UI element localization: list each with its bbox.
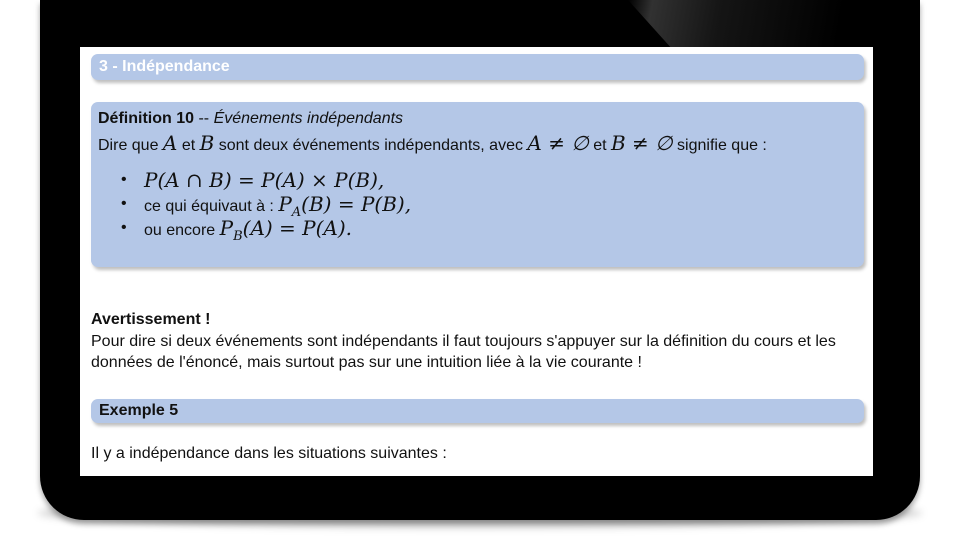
list-item bbox=[121, 168, 411, 192]
math-cond-b: B ≠ ∅ bbox=[611, 131, 673, 155]
intro-text-1: Dire que bbox=[98, 137, 163, 154]
intro-text-3: sont deux événements indépendants, avec bbox=[214, 137, 528, 154]
section-title: 3 - Indépendance bbox=[99, 58, 230, 75]
example-text: Il y a indépendance dans les situations suivantes : bbox=[91, 445, 447, 462]
example-header bbox=[91, 399, 864, 423]
definition-title: Événements indépendants bbox=[213, 110, 404, 127]
definition-label: Définition 10 bbox=[98, 110, 195, 127]
intro-text-4: et bbox=[588, 137, 611, 154]
example-title: Exemple 5 bbox=[99, 402, 179, 419]
screen[interactable] bbox=[80, 47, 873, 476]
definition-intro bbox=[98, 131, 767, 155]
item-formula: P(A ∩ B) = P(A) × P(B), bbox=[144, 168, 385, 192]
item-prefix: ou encore bbox=[144, 222, 220, 239]
list-item bbox=[121, 216, 411, 244]
intro-text-2: et bbox=[177, 137, 200, 154]
math-a: A bbox=[162, 131, 178, 155]
intro-text-5: signifie que : bbox=[672, 137, 767, 154]
math-cond-a: A ≠ ∅ bbox=[527, 131, 589, 155]
warning-title: Avertissement ! bbox=[91, 311, 211, 328]
item-formula: $P_B(A) = P(A)$. bbox=[219, 216, 353, 244]
list-item bbox=[121, 192, 412, 220]
item-prefix: ce qui équivaut à : bbox=[144, 198, 279, 215]
section-header bbox=[91, 54, 864, 80]
math-b: B bbox=[199, 131, 215, 155]
definition-heading bbox=[98, 110, 403, 128]
item-formula: $P_A(B) = P(B)$, bbox=[278, 192, 412, 220]
tablet-frame bbox=[40, 0, 920, 520]
warning-text: Pour dire si deux événements sont indépendants il faut toujours s'appuyer sur la définition du cours et les données de l'énoncé, mais surtout pas sur une intuition liée à la vie courante ! bbox=[91, 333, 836, 371]
definition-separator: -- bbox=[194, 110, 214, 127]
definition-list bbox=[121, 168, 412, 244]
definition-box bbox=[91, 102, 864, 267]
